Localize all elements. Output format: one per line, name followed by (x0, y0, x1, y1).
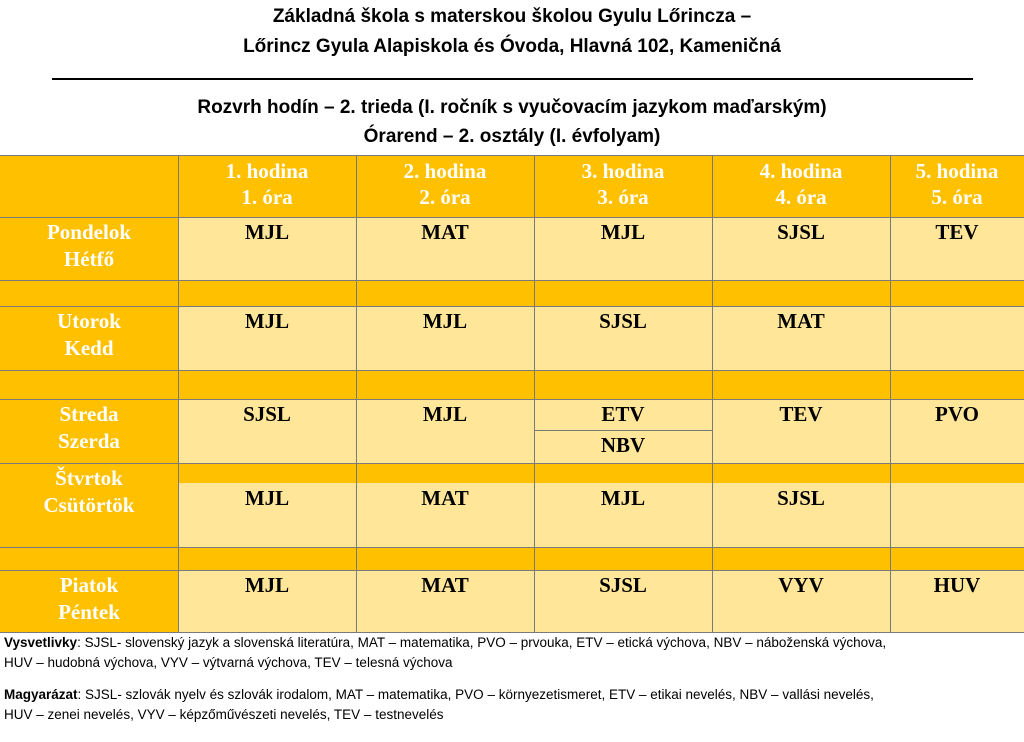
lesson-subject: SJSL (599, 573, 647, 597)
row-divider (0, 547, 1024, 548)
cell-split-line (534, 430, 712, 431)
lesson-subject: SJSL (777, 220, 825, 244)
lesson-cell (534, 570, 712, 632)
day-label-cell (0, 570, 178, 632)
column-header-sk: 1. hodina (225, 159, 309, 183)
lesson-subject: ETV (601, 402, 645, 426)
legend-hu-line2: HUV – zenei nevelés, VYV – képzőművészeti nevelés, TEV – testnevelés (4, 707, 444, 722)
legend-sk-line1: : SJSL- slovenský jazyk a slovenská literatúra, MAT – matematika, PVO – prvouka, ETV – etická výchova, NBV – náboženská výchova, (77, 635, 887, 650)
row-divider (0, 280, 1024, 281)
school-name-hu: Lőrincz Gyula Alapiskola és Óvoda, Hlavná 102, Kameničná (243, 36, 781, 57)
column-header-4 (712, 155, 890, 217)
day-name-hu: Hétfő (63, 247, 115, 271)
column-divider (534, 155, 535, 632)
lesson-subject-alt: NBV (600, 433, 646, 457)
day-name-hu: Szerda (58, 429, 120, 453)
day-name-hu: Péntek (58, 600, 120, 624)
row-separator (0, 370, 1024, 399)
lesson-cell (534, 217, 712, 280)
legend-sk (4, 633, 886, 673)
lesson-cell (712, 399, 890, 463)
lesson-cell (356, 483, 534, 547)
lesson-subject: MJL (244, 309, 290, 333)
lesson-cell (356, 306, 534, 370)
lesson-cell (890, 399, 1024, 463)
column-header-1 (178, 155, 356, 217)
lesson-subject: MJL (244, 573, 290, 597)
day-label-cell (0, 399, 178, 463)
lesson-cell (890, 570, 1024, 632)
row-separator (0, 547, 1024, 570)
column-header-hu: 2. óra (419, 185, 471, 209)
day-label-cell (0, 217, 178, 280)
lesson-subject: MJL (600, 220, 646, 244)
column-header-hu: 5. óra (931, 185, 983, 209)
lesson-cell (178, 399, 356, 463)
row-divider (0, 399, 1024, 400)
lesson-cell (712, 570, 890, 632)
lesson-cell (356, 570, 534, 632)
lesson-cell (178, 217, 356, 280)
row-band (356, 463, 534, 483)
column-header-sk: 5. hodina (915, 159, 999, 183)
legend-hu-line1: : SJSL- szlovák nyelv és szlovák irodalom, MAT – matematika, PVO – környezetismeret, ETV – etikai nevelés, NBV – vallási nevelés, (77, 687, 874, 702)
lesson-cell (712, 217, 890, 280)
row-band (534, 463, 712, 483)
lesson-subject: MJL (422, 402, 468, 426)
column-header-sk: 3. hodina (581, 159, 665, 183)
lesson-cell (534, 399, 712, 463)
lesson-subject: PVO (935, 402, 979, 426)
lesson-cell (178, 306, 356, 370)
lesson-cell (356, 399, 534, 463)
lesson-subject: MAT (777, 309, 825, 333)
row-divider (0, 155, 1024, 156)
day-label-cell (0, 463, 178, 547)
lesson-subject: HUV (933, 573, 981, 597)
lesson-subject: MJL (244, 486, 290, 510)
lesson-cell (890, 306, 1024, 370)
lesson-subject: MJL (422, 309, 468, 333)
day-name-sk: Streda (59, 402, 119, 426)
column-divider (890, 155, 891, 632)
lesson-cell (356, 217, 534, 280)
divider-line (52, 78, 973, 80)
lesson-subject: MAT (421, 573, 469, 597)
row-divider (0, 570, 1024, 571)
column-header-5 (890, 155, 1024, 217)
column-header-2 (356, 155, 534, 217)
day-name-hu: Csütörtök (43, 493, 135, 517)
lesson-subject: VYV (778, 573, 824, 597)
lesson-subject: MJL (244, 220, 290, 244)
row-divider (0, 370, 1024, 371)
legend-hu (4, 685, 874, 725)
day-name-sk: Piatok (59, 573, 119, 597)
lesson-cell (712, 306, 890, 370)
day-name-sk: Štvrtok (55, 466, 123, 490)
lesson-cell (534, 483, 712, 547)
lesson-cell (534, 306, 712, 370)
lesson-subject: MJL (600, 486, 646, 510)
lesson-subject: SJSL (777, 486, 825, 510)
legend-hu-label: Magyarázat (4, 687, 78, 702)
timetable-title-hu: Órarend – 2. osztály (I. évfolyam) (363, 126, 661, 147)
column-header-hu: 1. óra (241, 185, 293, 209)
lesson-cell (712, 483, 890, 547)
column-header-hu: 4. óra (775, 185, 827, 209)
column-divider (712, 155, 713, 632)
school-name-sk: Základná škola s materskou školou Gyulu Lőrincza – (272, 6, 752, 27)
day-name-sk: Utorok (57, 309, 121, 333)
column-divider (178, 155, 179, 632)
row-divider (0, 306, 1024, 307)
lesson-subject: SJSL (599, 309, 647, 333)
row-band (890, 463, 1024, 483)
lesson-subject: TEV (779, 402, 823, 426)
day-name-sk: Pondelok (46, 220, 132, 244)
row-band (712, 463, 890, 483)
row-divider (0, 217, 1024, 218)
timetable-title-sk: Rozvrh hodín – 2. trieda (I. ročník s vyučovacím jazykom maďarským) (197, 97, 827, 118)
legend-sk-label: Vysvetlivky (4, 635, 78, 650)
lesson-cell (890, 483, 1024, 547)
day-name-hu: Kedd (64, 336, 114, 360)
lesson-cell (178, 570, 356, 632)
row-divider (0, 463, 1024, 464)
column-header-hu: 3. óra (597, 185, 649, 209)
lesson-subject: MAT (421, 220, 469, 244)
lesson-cell (178, 483, 356, 547)
lesson-subject: TEV (935, 220, 979, 244)
column-header-sk: 4. hodina (759, 159, 843, 183)
legend-sk-line2: HUV – hudobná výchova, VYV – výtvarná výchova, TEV – telesná výchova (4, 655, 453, 670)
column-header-sk: 2. hodina (403, 159, 487, 183)
lesson-cell (890, 217, 1024, 280)
day-label-cell (0, 306, 178, 370)
column-divider (356, 155, 357, 632)
column-header-3 (534, 155, 712, 217)
row-separator (0, 280, 1024, 306)
lesson-subject: MAT (421, 486, 469, 510)
lesson-subject: SJSL (243, 402, 291, 426)
row-band (178, 463, 356, 483)
